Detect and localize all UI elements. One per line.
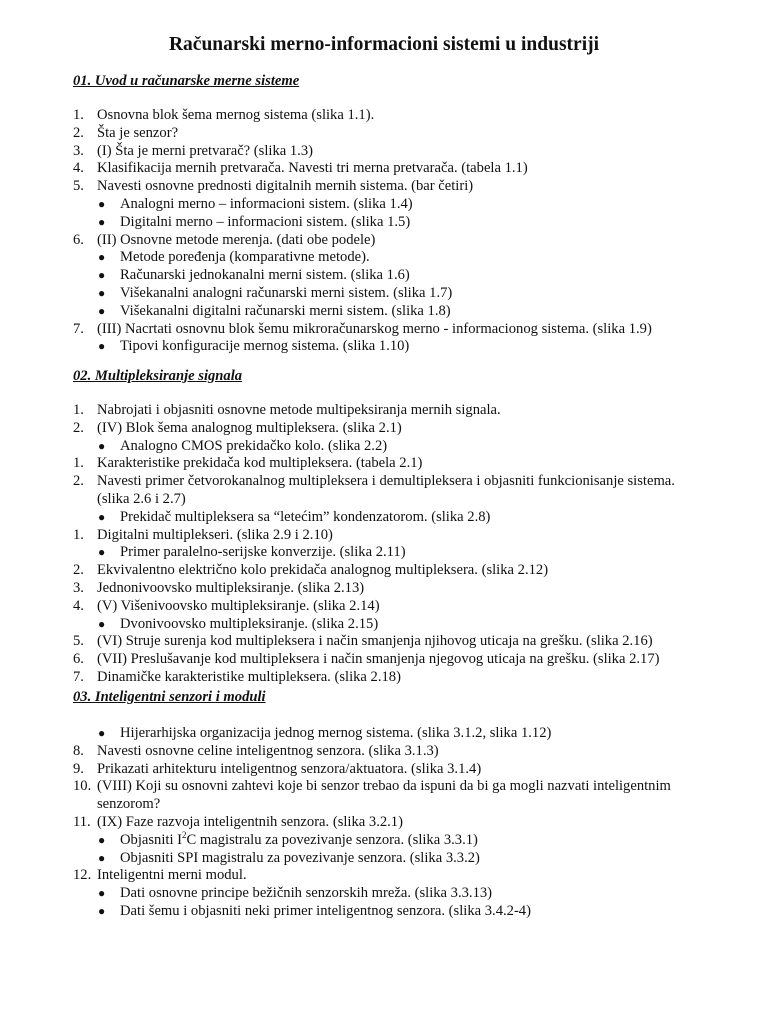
section-heading: 03. Inteligentni senzori i moduli (73, 689, 266, 705)
item-number: 11. (73, 814, 91, 830)
item-text: Analogni merno – informacioni sistem. (slika 1.4) (120, 196, 413, 212)
item-text: (IV) Blok šema analognog multipleksera. (slika 2.1) (97, 420, 402, 436)
item-number: 2. (73, 562, 84, 578)
item-number: 1. (73, 455, 84, 471)
document-title: Računarski merno-informacioni sistemi u industriji (168, 34, 600, 55)
superscript: 2 (182, 830, 187, 840)
item-text (120, 831, 478, 849)
item-text: Hijerarhijska organizacija jednog mernog sistema. (slika 3.1.2, slika 1.12) (120, 725, 552, 741)
bullet-icon: ● (98, 304, 106, 318)
section-heading: 02. Multipleksiranje signala (73, 368, 243, 384)
item-number: 7. (73, 669, 84, 685)
item-number: 4. (73, 160, 84, 176)
item-text: Dvonivoovsko multipleksiranje. (slika 2.15) (120, 616, 379, 632)
item-text: Ekvivalentno električno kolo prekidača analognog multipleksera. (slika 2.12) (97, 562, 549, 578)
bullet-icon: ● (98, 726, 106, 740)
item-text: (II) Osnovne metode merenja. (dati obe podele) (97, 232, 376, 248)
bullet-icon: ● (98, 250, 106, 264)
item-text: Tipovi konfiguracije mernog sistema. (slika 1.10) (120, 338, 410, 354)
item-text: Digitalni multiplekseri. (slika 2.9 i 2.10) (97, 527, 333, 543)
item-text: Prekidač multipleksera sa “letećim” kondenzatorom. (slika 2.8) (120, 509, 491, 525)
item-text: Šta je senzor? (97, 125, 179, 141)
item-number: 8. (73, 743, 84, 759)
item-text: Karakteristike prekidača kod multipleksera. (tabela 2.1) (97, 455, 423, 471)
item-number: 1. (73, 527, 84, 543)
item-text: Osnovna blok šema mernog sistema (slika 1.1). (97, 107, 375, 123)
bullet-icon: ● (98, 286, 106, 300)
item-number: 1. (73, 107, 84, 123)
item-number: 5. (73, 178, 84, 194)
bullet-icon: ● (98, 510, 106, 524)
bullet-icon: ● (98, 886, 106, 900)
item-text: Primer paralelno-serijske konverzije. (slika 2.11) (120, 544, 406, 560)
item-number: 2. (73, 125, 84, 141)
item-number: 1. (73, 402, 84, 418)
item-number: 2. (73, 420, 84, 436)
text-pre: Objasniti I (120, 832, 183, 848)
item-text: (I) Šta je merni pretvarač? (slika 1.3) (97, 143, 313, 159)
item-text: (slika 2.6 i 2.7) (97, 491, 186, 507)
item-text: Prikazati arhitekturu inteligentnog senzora/aktuatora. (slika 3.1.4) (97, 761, 482, 777)
item-number: 12. (73, 867, 92, 883)
item-number: 4. (73, 598, 84, 614)
bullet-icon: ● (98, 339, 106, 353)
item-text: Dati šemu i objasniti neki primer inteligentnog senzora. (slika 3.4.2-4) (120, 903, 531, 919)
item-number: 6. (73, 232, 84, 248)
item-number: 2. (73, 473, 84, 489)
item-text: Digitalni merno – informacioni sistem. (slika 1.5) (120, 214, 411, 230)
item-number: 10. (73, 778, 92, 794)
item-text: senzorom? (97, 796, 161, 812)
bullet-icon: ● (98, 851, 106, 865)
item-text: Navesti osnovne celine inteligentnog senzora. (slika 3.1.3) (97, 743, 439, 759)
bullet-icon: ● (98, 545, 106, 559)
item-text: Nabrojati i objasniti osnovne metode multipeksiranja mernih signala. (97, 402, 501, 418)
item-text: Jednonivoovsko multipleksiranje. (slika 2.13) (97, 580, 365, 596)
item-text: Dinamičke karakteristike multipleksera. (slika 2.18) (97, 669, 401, 685)
item-text: (IX) Faze razvoja inteligentnih senzora. (slika 3.2.1) (97, 814, 403, 830)
item-number: 3. (73, 143, 84, 159)
item-text: (VI) Struje surenja kod multipleksera i način smanjenja njihovog uticaja na grešku. (slika 2.16) (97, 633, 653, 649)
item-text: Klasifikacija mernih pretvarača. Navesti tri merna pretvarača. (tabela 1.1) (97, 160, 528, 176)
item-text: (VII) Preslušavanje kod multipleksera i način smanjenja njegovog uticaja na grešku. (slika 2.17) (97, 651, 660, 667)
item-number: 9. (73, 761, 84, 777)
item-number: 5. (73, 633, 84, 649)
item-text: Navesti osnovne prednosti digitalnih mernih sistema. (bar četiri) (97, 178, 474, 194)
item-text: Računarski jednokanalni merni sistem. (slika 1.6) (120, 267, 410, 283)
bullet-icon: ● (98, 617, 106, 631)
item-text: (V) Višenivoovsko multipleksiranje. (slika 2.14) (97, 598, 380, 614)
item-text: Višekanalni analogni računarski merni sistem. (slika 1.7) (120, 285, 453, 301)
item-number: 3. (73, 580, 84, 596)
text-post: C magistralu za povezivanje senzora. (slika 3.3.1) (186, 832, 478, 848)
item-text: Objasniti SPI magistralu za povezivanje senzora. (slika 3.3.2) (120, 850, 480, 866)
bullet-icon: ● (98, 833, 106, 847)
item-text: Višekanalni digitalni računarski merni sistem. (slika 1.8) (120, 303, 451, 319)
bullet-icon: ● (98, 904, 106, 918)
item-text: Metode poređenja (komparativne metode). (120, 249, 370, 265)
bullet-icon: ● (98, 439, 106, 453)
item-number: 6. (73, 651, 84, 667)
item-text: (VIII) Koji su osnovni zahtevi koje bi senzor trebao da ispuni da bi ga mogli nazvati inteligentnim (97, 778, 671, 794)
item-text: Dati osnovne principe bežičnih senzorskih mreža. (slika 3.3.13) (120, 885, 493, 901)
section-heading: 01. Uvod u računarske merne sisteme (73, 73, 300, 89)
item-text: Inteligentni merni modul. (97, 867, 247, 883)
bullet-icon: ● (98, 215, 106, 229)
item-text: Navesti primer četvorokanalnog multipleksera i demultipleksera i objasniti funkcionisanje sistema. (97, 473, 675, 489)
item-text: (III) Nacrtati osnovnu blok šemu mikroračunarskog merno - informacionog sistema. (slika 1.9) (97, 321, 652, 337)
bullet-icon: ● (98, 197, 106, 211)
bullet-icon: ● (98, 268, 106, 282)
item-number: 7. (73, 321, 84, 337)
item-text: Analogno CMOS prekidačko kolo. (slika 2.2) (120, 438, 388, 454)
